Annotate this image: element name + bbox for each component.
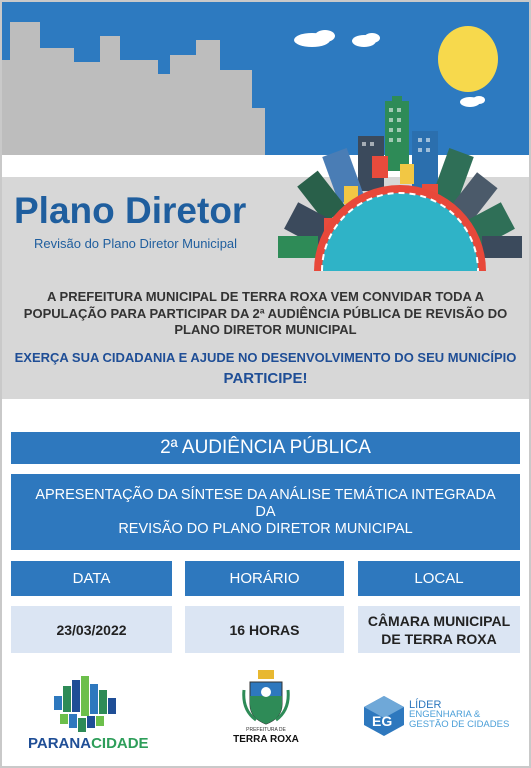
location-line: CÂMARA MUNICIPAL — [367, 612, 511, 629]
invitation-line: PLANO DIRETOR MUNICIPAL — [174, 322, 357, 337]
page-subtitle: Revisão do Plano Diretor Municipal — [34, 236, 238, 251]
invitation-text — [20, 289, 511, 339]
paranacidade-wordmark — [28, 735, 149, 752]
date-value: 23/03/2022 — [11, 606, 172, 653]
location-label: LOCAL — [358, 561, 520, 596]
page-title: Plano Diretor — [14, 190, 247, 231]
terra-roxa-crest-icon — [242, 670, 290, 726]
invitation-line: A PREFEITURA MUNICIPAL DE TERRA ROXA VEM CONVIDAR TODA A — [47, 289, 484, 304]
lider-logo-icon — [364, 696, 404, 736]
date-label: DATA — [11, 561, 172, 596]
location-value — [358, 606, 520, 653]
wordmark-part: CIDADE — [91, 735, 149, 752]
time-value: 16 HORAS — [185, 606, 344, 653]
location-line: DE TERRA ROXA — [381, 630, 497, 647]
description-line: APRESENTAÇÃO DA SÍNTESE DA ANÁLISE TEMÁTICA INTEGRADA DA — [35, 486, 496, 520]
lider-wordmark — [409, 700, 509, 730]
sponsor-logos — [0, 668, 531, 758]
paranacidade-logo-icon — [50, 676, 122, 734]
svg-text:EG: EG — [372, 713, 393, 729]
time-label: HORÁRIO — [185, 561, 344, 596]
event-title: 2ª AUDIÊNCIA PÚBLICA — [11, 432, 520, 464]
lider-line: GESTÃO DE CIDADES — [409, 719, 510, 730]
event-description — [11, 474, 520, 550]
participe-heading: PARTICIPE! — [223, 370, 308, 387]
lider-line: LÍDER — [409, 699, 442, 711]
terra-roxa-name: TERRA ROXA — [233, 734, 299, 745]
terra-roxa-small-text: PREFEITURA DE — [246, 727, 286, 733]
city-globe-illustration — [272, 96, 527, 271]
call-to-action: EXERÇA SUA CIDADANIA E AJUDE NO DESENVOLVIMENTO DO SEU MUNICÍPIO — [14, 350, 517, 365]
description-line: REVISÃO DO PLANO DIRETOR MUNICIPAL — [118, 520, 413, 537]
invitation-line: POPULAÇÃO PARA PARTICIPAR DA 2ª AUDIÊNCIA PÚBLICA DE REVISÃO DO — [23, 305, 508, 321]
sun-icon — [438, 26, 498, 92]
wordmark-part: PARANA — [28, 735, 92, 752]
lider-line: ENGENHARIA & — [409, 709, 481, 720]
